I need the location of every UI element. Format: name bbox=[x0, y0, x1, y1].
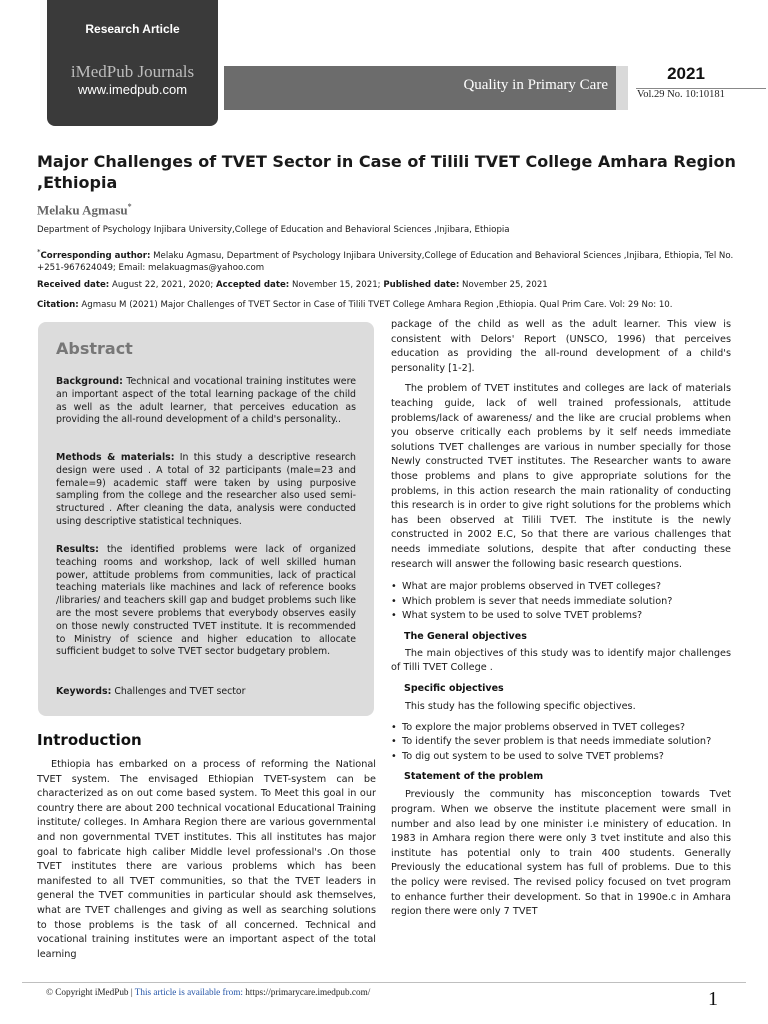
accepted-label: Accepted date: bbox=[216, 280, 290, 290]
methods-label: Methods & materials: bbox=[56, 452, 175, 463]
corresponding-author bbox=[37, 246, 737, 275]
corresponding-mark: * bbox=[37, 248, 41, 256]
list-item: • What system to be used to solve TVET problems? bbox=[391, 609, 731, 624]
statement-text: Previously the community has misconception towards Tvet program. When we observe the institute placement were small in number and also lead by one minister i.e ministery of education. In 1983 in Amhara region there were only 3 tvet institute and also this institute has potential only to train 400 students. Generally Previously the educational system has full of problems. Due to this the policy were revised. The revised policy focused on tvet program to enhance further their development. So that in 1990e.c in Amhara region there were only 7 TVET bbox=[391, 789, 731, 918]
corresponding-label: Corresponding author: bbox=[40, 250, 151, 261]
background-label: Background: bbox=[56, 376, 123, 387]
results-label: Results: bbox=[56, 544, 99, 555]
list-item: • To explore the major problems observed in TVET colleges? bbox=[391, 721, 731, 736]
general-objectives-text: The main objectives of this study was to identify major challenges of Tilli TVET College . bbox=[391, 647, 731, 674]
dates-line bbox=[37, 279, 737, 292]
author-name-text: Melaku Agmasu bbox=[37, 202, 128, 218]
page-number: 1 bbox=[708, 988, 718, 1010]
journal-name: Quality in Primary Care bbox=[463, 77, 608, 93]
accepted-date: November 15, 2021; bbox=[289, 280, 384, 290]
abstract-heading: Abstract bbox=[56, 339, 133, 358]
volume-number: Vol.29 No. 10:10181 bbox=[637, 89, 725, 100]
background-text: Technical and vocational training institutes were an important aspect of the total learning package of the child as well as the adult learner, that perceives education as providing the all-round development of a child's personality.. bbox=[56, 376, 356, 426]
results-text: the identified problems were lack of organized teaching rooms and workshop, lack of well skilled human power, attitude problems from communities, lack of practical teaching materials like machines and lack of reference books /libraries/ and teachers skill gap and budget problems such like are the most severe problems that everybody observes easily on those newly constructed TVET institute. It is recommended to Ministry of science and higher education to allocate sufficient budget to solve TVET sector budgetary problem. bbox=[56, 544, 356, 658]
general-objectives-heading: The General objectives bbox=[404, 630, 527, 642]
citation-text: Agmasu M (2021) Major Challenges of TVET Sector in Case of Tilili TVET College Amhara Region ,Ethiopia. Qual Prim Care. Vol: 29 No: 10. bbox=[78, 300, 673, 310]
publication-year: 2021 bbox=[667, 64, 705, 83]
specific-objectives-intro: This study has the following specific objectives. bbox=[405, 701, 636, 713]
methods-text: In this study a descriptive research design were used . A total of 32 participants (male=23 and female=9) academic staff were taken by using purposive sampling from the college and the researcher also used semi-structured . After cleaning the data, analysis were conducted using descriptive statistical techniques. bbox=[56, 452, 356, 527]
keywords-label: Keywords: bbox=[56, 686, 112, 697]
research-questions-list bbox=[391, 580, 731, 624]
author-mark: * bbox=[127, 202, 132, 211]
continuation-paragraph: package of the child as well as the adult learner. This view is consistent with Delors' Report (UNSCO, 1996) that perceives education as providing the all-round development of a child's personality [1-2]. bbox=[391, 319, 731, 374]
citation-label: Citation: bbox=[37, 300, 79, 310]
specific-objectives-list bbox=[391, 721, 731, 765]
list-item: • Which problem is sever that needs immediate solution? bbox=[391, 595, 731, 610]
right-column bbox=[391, 318, 731, 920]
article-url-link[interactable]: https://primarycare.imedpub.com/ bbox=[242, 987, 371, 997]
introduction-heading: Introduction bbox=[37, 731, 142, 749]
specific-objectives-heading: Specific objectives bbox=[404, 683, 504, 695]
availability-text: This article is available from: bbox=[134, 987, 243, 997]
list-item: • To dig out system to be used to solve TVET problems? bbox=[391, 750, 731, 765]
footer-copyright bbox=[46, 987, 370, 997]
journal-banner bbox=[224, 66, 616, 110]
published-date: November 25, 2021 bbox=[459, 280, 548, 290]
copyright-text: © Copyright iMedPub | bbox=[46, 987, 135, 997]
banner-divider bbox=[616, 66, 628, 110]
problem-paragraph: The problem of TVET institutes and colleges are lack of materials teaching guide, lack of well trained professionals, attitude problems/lack of awareness/ and the like are crucial problems when you observe critically each problems by it self needs immediate solutions TVET challenges are various in number specially for those Newly constructed TVET institutes. The Researcher wants to aware those problems and plans to give appropriate solutions for the problems, in this action research the main rationality of conducting this research is in order to give right solutions for the problems which has been observed at Tilili TVET. The institute is the newly constructed in 2002 E.C, So that there are various challenges that needs immediate solutions, despite that after conducting these research will answer the following basic research questions. bbox=[391, 383, 731, 570]
received-label: Received date: bbox=[37, 280, 110, 290]
article-title: Major Challenges of TVET Sector in Case of Tilili TVET College Amhara Region ,Ethiopia bbox=[37, 152, 736, 192]
keywords-text: Challenges and TVET sector bbox=[111, 686, 246, 697]
article-type-label: Research Article bbox=[85, 22, 180, 36]
introduction-text: Ethiopia has embarked on a process of reforming the National TVET system. The envisaged Ethiopian TVET-system can be characterized as on out come based system. To Meet this goal in our country there are about 200 technical vocational Educational Training institute/ colleges. In Amhara Region there are various governmental and non governmental TVET institutes. This all institutes has major goal to fabricate high caliber Middle level professional's .On those TVET institutes there are various problems which has been manifested to all TVET communities, so that the TVET leaders in general the TVET communities in particular should ask themselves, what are TVET challenges and giving as well as searching solutions to those problems is the task of all concerned. Technical and vocational training institutes were an important aspect of the total learning bbox=[37, 759, 376, 960]
abstract-background bbox=[56, 376, 356, 427]
citation-line bbox=[37, 299, 737, 312]
abstract-results bbox=[56, 544, 356, 659]
footer-divider bbox=[22, 982, 746, 983]
publisher-brand-box bbox=[47, 0, 218, 126]
list-item: • What are major problems observed in TVET colleges? bbox=[391, 580, 731, 595]
abstract-methods bbox=[56, 452, 356, 529]
received-date: August 22, 2021, 2020; bbox=[109, 280, 216, 290]
list-item: • To identify the sever problem is that needs immediate solution? bbox=[391, 735, 731, 750]
published-label: Published date: bbox=[383, 280, 460, 290]
abstract-keywords bbox=[56, 686, 356, 699]
affiliation: Department of Psychology Injibara University,College of Education and Behavioral Sciences ,Injibara, Ethiopia bbox=[37, 225, 510, 235]
corresponding-text: Melaku Agmasu, Department of Psychology Injibara University,College of Education and Behavioral Sciences ,Injibara, Ethiopia, Tel No. +251-967624049; Email: melakuagmas@yahoo.com bbox=[37, 250, 734, 274]
abstract-box bbox=[38, 322, 374, 716]
statement-heading: Statement of the problem bbox=[404, 771, 544, 783]
publisher-url-link[interactable]: www.imedpub.com bbox=[77, 82, 188, 97]
publisher-name: iMedPub Journals bbox=[70, 62, 195, 81]
author-name bbox=[37, 202, 132, 218]
